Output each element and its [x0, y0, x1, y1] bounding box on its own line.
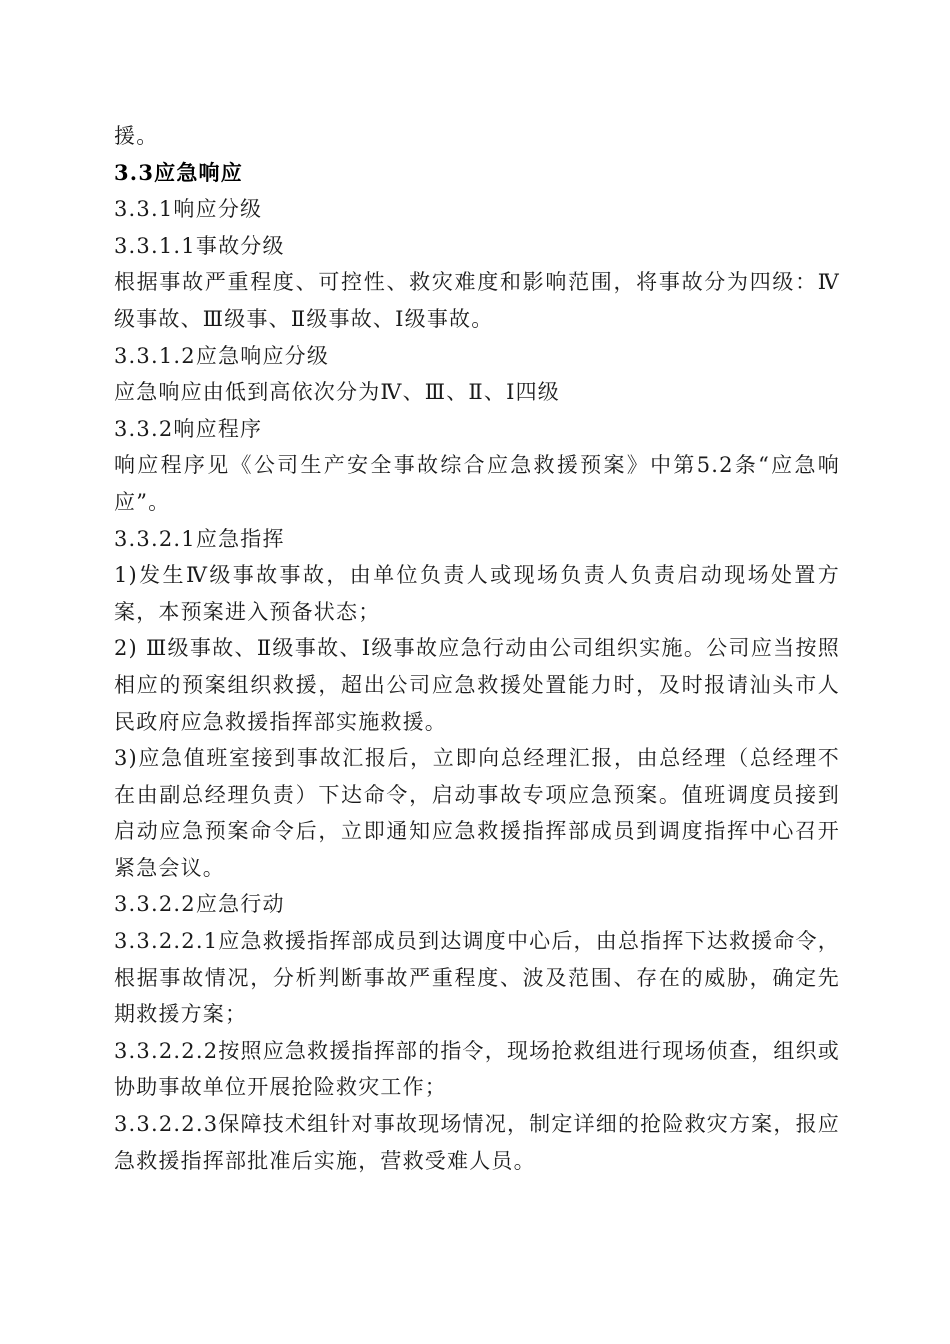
paragraph-command-3: 3)应急值班室接到事故汇报后，立即向总经理汇报，由总经理（总经理不在由副总经理负责）下达命令，启动事故专项应急预案。值班调度员接到启动应急预案命令后，立即通知应急救援指挥部成员到调度指挥中心召开紧急会议。	[114, 746, 840, 880]
paragraph-continuation: 援。	[114, 124, 159, 148]
paragraph-action-3: 3.3.2.2.3保障技术组针对事故现场情况，制定详细的抢险救灾方案，报应急救援指挥部批准后实施，营救受难人员。	[114, 1112, 840, 1173]
paragraph-response-levels: 应急响应由低到高依次分为Ⅳ、Ⅲ、Ⅱ、Ⅰ四级	[114, 380, 560, 405]
paragraph-action-1: 3.3.2.2.1应急救援指挥部成员到达调度中心后，由总指挥下达救援命令，根据事故情况，分析判断事故严重程度、波及范围、存在的威胁，确定先期救援方案；	[114, 929, 840, 1027]
paragraph-command-2: 2) Ⅲ级事故、Ⅱ级事故、Ⅰ级事故应急行动由公司组织实施。公司应当按照相应的预案组织救援，超出公司应急救援处置能力时，及时报请汕头市人民政府应急救援指挥部实施救援。	[114, 636, 840, 734]
document-body	[114, 118, 840, 1179]
paragraph-accident-levels: 根据事故严重程度、可控性、救灾难度和影响范围，将事故分为四级：Ⅳ级事故、Ⅲ级事、Ⅱ级事故、Ⅰ级事故。	[114, 270, 840, 331]
subsection-heading-3-3-2-2: 3.3.2.2应急行动	[114, 892, 285, 917]
subsection-heading-3-3-1: 3.3.1响应分级	[114, 197, 263, 222]
section-heading-3-3: 3.3应急响应	[114, 159, 243, 185]
subsection-heading-3-3-2: 3.3.2响应程序	[114, 416, 263, 441]
paragraph-action-2: 3.3.2.2.2按照应急救援指挥部的指令，现场抢救组进行现场侦查，组织或协助事故单位开展抢险救灾工作；	[114, 1038, 840, 1100]
subsection-heading-3-3-1-1: 3.3.1.1事故分级	[114, 233, 285, 258]
subsection-heading-3-3-1-2: 3.3.1.2应急响应分级	[114, 343, 330, 368]
subsection-heading-3-3-2-1: 3.3.2.1应急指挥	[114, 526, 285, 551]
paragraph-command-1: 1)发生Ⅳ级事故事故，由单位负责人或现场负责人负责启动现场处置方案，本预案进入预备状态；	[114, 563, 840, 624]
paragraph-procedure: 响应程序见《公司生产安全事故综合应急救援预案》中第5.2条“应急响应”。	[114, 453, 840, 514]
